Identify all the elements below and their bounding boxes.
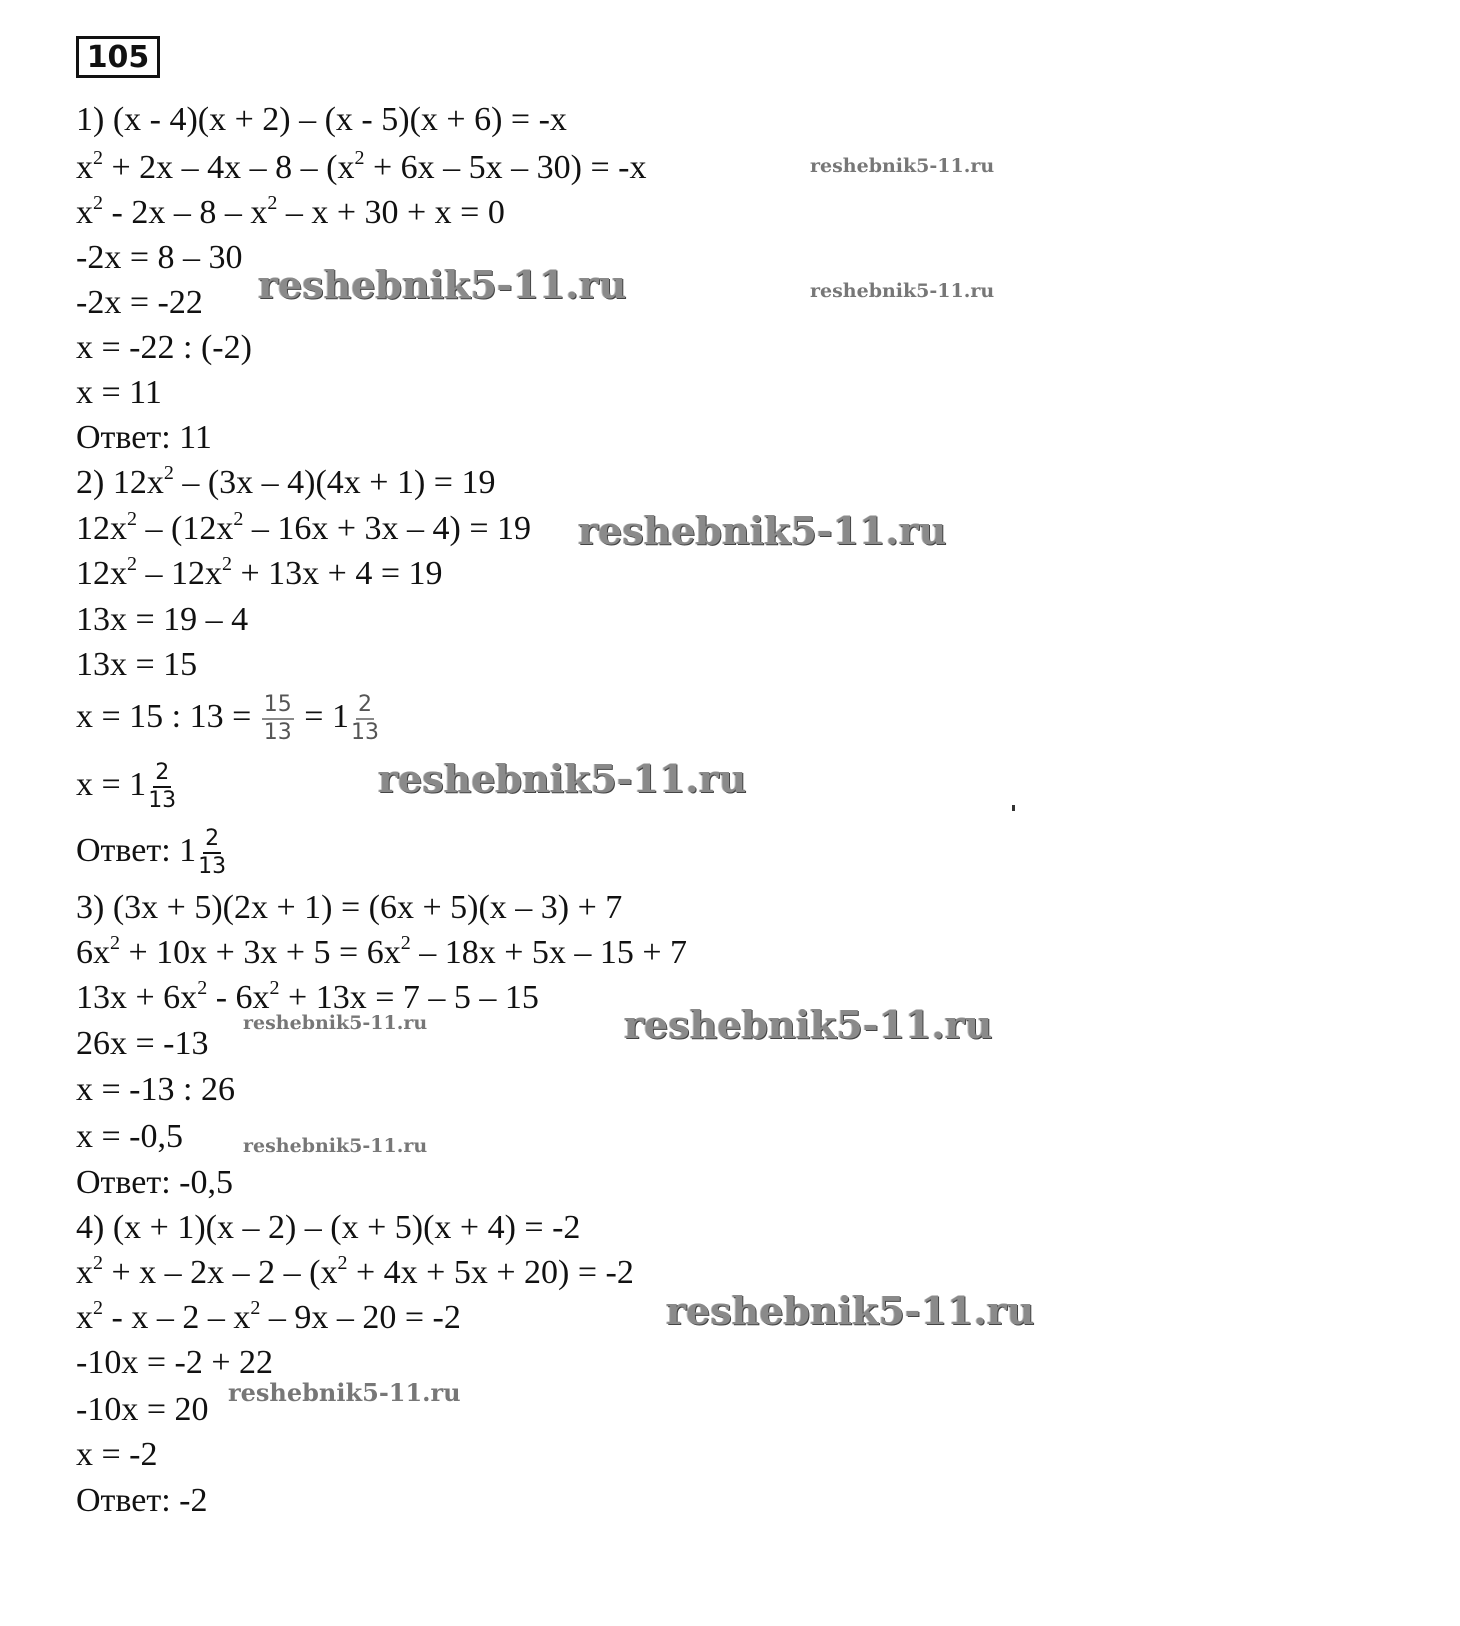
p3-line-3: $13x + 6x^2 - 6x^2 + 13x = 7 - 5 - 15$: [76, 977, 539, 1016]
p4-line-6: x = -2: [76, 1436, 158, 1473]
p3-line-5: x = -13 : 26: [76, 1071, 235, 1108]
p3-line-2: $6x^2 + 10x + 3x + 5 = 6x^2 - 18x + 5x - 15 + 7$: [76, 932, 688, 971]
watermark: reshebnik5-11.ru: [243, 1135, 428, 1157]
watermark: reshebnik5-11.ru: [666, 1288, 1035, 1333]
p1-line-1: 1) (x - 4)(x + 2) – (x - 5)(x + 6) = -x: [76, 101, 567, 138]
p2-line-3: $12x^2 - 12x^2 + 13x + 4 = 19$: [76, 553, 443, 592]
p2-line-7: x = 1 $\frac{2}{13}$: [76, 760, 177, 813]
p3-line-1: 3) (3x + 5)(2x + 1) = (6x + 5)(x – 3) + 7: [76, 889, 623, 926]
p1-line-5: -2x = -22: [76, 284, 203, 321]
p4-line-2: $x^2 + x - 2x - 2 - (x^2 + 4x + 5x + 20) = -2$: [76, 1252, 634, 1291]
p1-line-2: $x^2 + 2x - 4x - 8 - (x^2 + 6x - 5x - 30) = -x$: [76, 147, 647, 186]
speck: [1012, 805, 1015, 811]
fraction: $\frac{2}{13}$: [350, 692, 379, 745]
problem-number: 105: [76, 36, 160, 78]
p2-line-2: $12x^2 - (12x^2 - 16x + 3x - 4) = 19$: [76, 508, 531, 547]
p4-line-5: -10x = 20: [76, 1391, 209, 1428]
p2-line-6: x = 15 : 13 = $\frac{15}{13}$ = 1 $\frac{2}{13}$: [76, 692, 379, 745]
p2-line-1: 2) $12x^2 - (3x - 4)(4x + 1) = 19$: [76, 462, 496, 501]
watermark: reshebnik5-11.ru: [258, 262, 627, 307]
p1-answer: Ответ: 11: [76, 419, 212, 456]
p2-answer: Ответ: 1 $\frac{2}{13}$: [76, 826, 227, 879]
watermark: reshebnik5-11.ru: [378, 756, 747, 801]
watermark: reshebnik5-11.ru: [578, 508, 947, 553]
fraction: $\frac{15}{13}$: [263, 692, 292, 745]
p4-line-3: $x^2 - x - 2 - x^2 - 9x - 20 = -2$: [76, 1297, 461, 1336]
watermark: reshebnik5-11.ru: [624, 1002, 993, 1047]
watermark: reshebnik5-11.ru: [228, 1378, 461, 1407]
p3-answer: Ответ: -0,5: [76, 1164, 233, 1201]
p1-line-4: -2x = 8 – 30: [76, 239, 243, 276]
p2-line-5: 13x = 15: [76, 646, 198, 683]
watermark: reshebnik5-11.ru: [243, 1012, 428, 1034]
p1-line-6: x = -22 : (-2): [76, 329, 252, 366]
p3-line-6: x = -0,5: [76, 1118, 183, 1155]
p3-line-4: 26x = -13: [76, 1025, 209, 1062]
p4-answer: Ответ: -2: [76, 1482, 208, 1519]
p4-line-4: -10x = -2 + 22: [76, 1344, 273, 1381]
watermark: reshebnik5-11.ru: [810, 280, 995, 302]
fraction: $\frac{2}{13}$: [198, 826, 227, 879]
p1-line-3: $x^2 - 2x - 8 - x^2 - x + 30 + x = 0$: [76, 192, 505, 231]
p1-line-7: x = 11: [76, 374, 162, 411]
p2-line-4: 13x = 19 – 4: [76, 601, 249, 638]
p4-line-1: 4) (x + 1)(x – 2) – (x + 5)(x + 4) = -2: [76, 1209, 581, 1246]
fraction: $\frac{2}{13}$: [148, 760, 177, 813]
watermark: reshebnik5-11.ru: [810, 155, 995, 177]
